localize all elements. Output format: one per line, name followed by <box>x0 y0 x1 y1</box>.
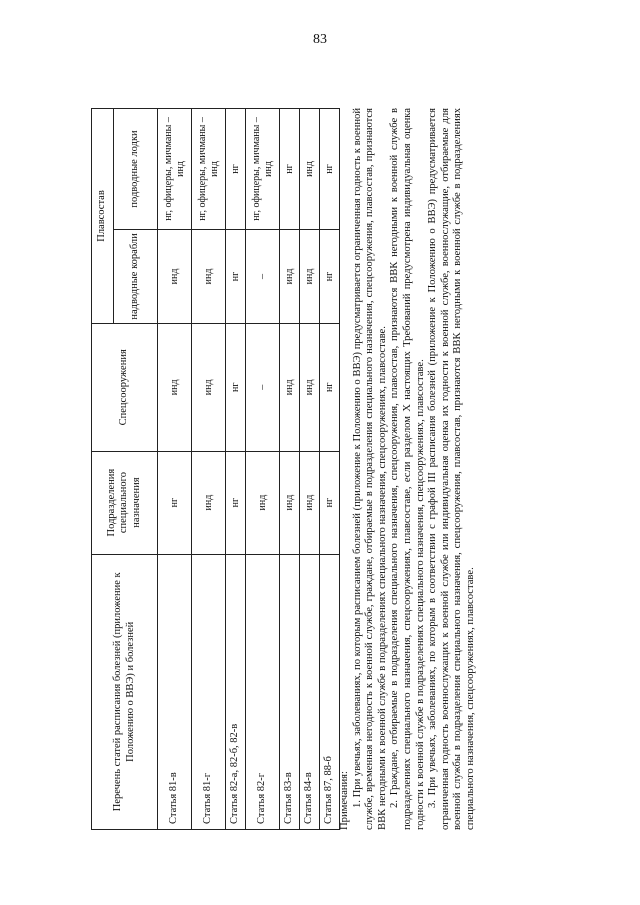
value-cell: инд <box>192 451 226 554</box>
value-cell: инд <box>158 323 192 451</box>
article-cell: Статья 81-в <box>158 554 192 829</box>
header-special-units: Подразделения специального назначения <box>92 451 158 554</box>
value-cell: инд <box>300 229 320 323</box>
value-cell: нг <box>226 323 246 451</box>
value-cell: нг, офицеры, мичманы – инд <box>192 109 226 230</box>
value-cell: нг <box>158 451 192 554</box>
table-row <box>246 109 280 830</box>
table-row <box>192 109 226 830</box>
value-cell: – <box>246 323 280 451</box>
value-cell: инд <box>246 451 280 554</box>
value-cell: нг <box>320 451 340 554</box>
value-cell: – <box>246 229 280 323</box>
table-row <box>300 109 320 830</box>
value-cell: нг, офицеры, мичманы – инд <box>246 109 280 230</box>
table-row <box>320 109 340 830</box>
note-item: 1. При увечьях, заболеваниях, по которым расписанием болезней (приложение к Положению о ВВЭ) предусматривается ограниченная годность к военной службе, временная негодность к военной службе, граждане, отбираемые в подразделения специального назначения, спецсооружения, плавсостав, признаются ВВК негодными к военной службе в подразделениях специального назначения, спецсооружениях, плавсоставе. <box>351 108 388 830</box>
value-cell: нг, офицеры, мичманы – инд <box>158 109 192 230</box>
value-cell: инд <box>158 229 192 323</box>
value-cell: нг <box>320 323 340 451</box>
value-cell: нг <box>280 109 300 230</box>
value-cell: нг <box>320 109 340 230</box>
value-cell: инд <box>300 451 320 554</box>
value-cell: инд <box>280 323 300 451</box>
value-cell: нг <box>226 229 246 323</box>
value-cell: инд <box>280 451 300 554</box>
header-article-list: Перечень статей расписания болезней (приложение к Положению о ВВЭ) и болезней <box>92 554 158 829</box>
value-cell: нг <box>226 451 246 554</box>
table-row <box>280 109 300 830</box>
value-cell: инд <box>192 229 226 323</box>
header-submarines: подводные лодки <box>114 109 158 230</box>
table-row <box>226 109 246 830</box>
article-cell: Статья 81-г <box>192 554 226 829</box>
header-surface-ships: надводные корабли <box>114 229 158 323</box>
value-cell: инд <box>280 229 300 323</box>
table-row <box>158 109 192 830</box>
value-cell: нг <box>320 229 340 323</box>
value-cell: инд <box>300 323 320 451</box>
notes-block <box>339 108 478 830</box>
value-cell: инд <box>300 109 320 230</box>
value-cell: нг <box>226 109 246 230</box>
note-item: 3. При увечьях, заболеваниях, по которым в соответствии с графой III расписания болезней (приложение к Положению о ВВЭ) предусматривается ограниченная годность военнослужащих к военной службе или индивидуальная оценка их годности к военной службе, военнослужащие, отбираемые для военной службы в подразделения специального назначения, спецсооружения, плавсостав, признаются ВВК негодными к военной службе в подразделениях специального назначения, спецсооружениях, плавсоставе. <box>427 108 476 830</box>
header-plavsostav: Плавсостав <box>92 109 114 324</box>
article-cell: Статья 87, 88-б <box>320 554 340 829</box>
article-cell: Статья 83-в <box>280 554 300 829</box>
value-cell: инд <box>192 323 226 451</box>
page-number: 83 <box>313 32 327 47</box>
note-item: 2. Граждане, отбираемые в подразделения специального назначения, спецсооружения, плавсостав, признаются ВВК негодными к военной службе в подразделениях специального назначения, спецсооружениях, плавсоставе, если разделом X настоящих Требований предусмотрена индивидуальная оценка годности к военной службе в подразделениях специального назначения, спецсооружениях, плавсоставе. <box>389 108 426 830</box>
article-cell: Статья 82-а, 82-б, 82-в <box>226 554 246 829</box>
article-cell: Статья 84-в <box>300 554 320 829</box>
header-special-facilities: Спецсооружения <box>92 323 158 451</box>
rotated-content <box>81 95 581 835</box>
notes-title: Примечания: <box>339 771 350 830</box>
article-cell: Статья 82-г <box>246 554 280 829</box>
fitness-table <box>91 108 340 830</box>
